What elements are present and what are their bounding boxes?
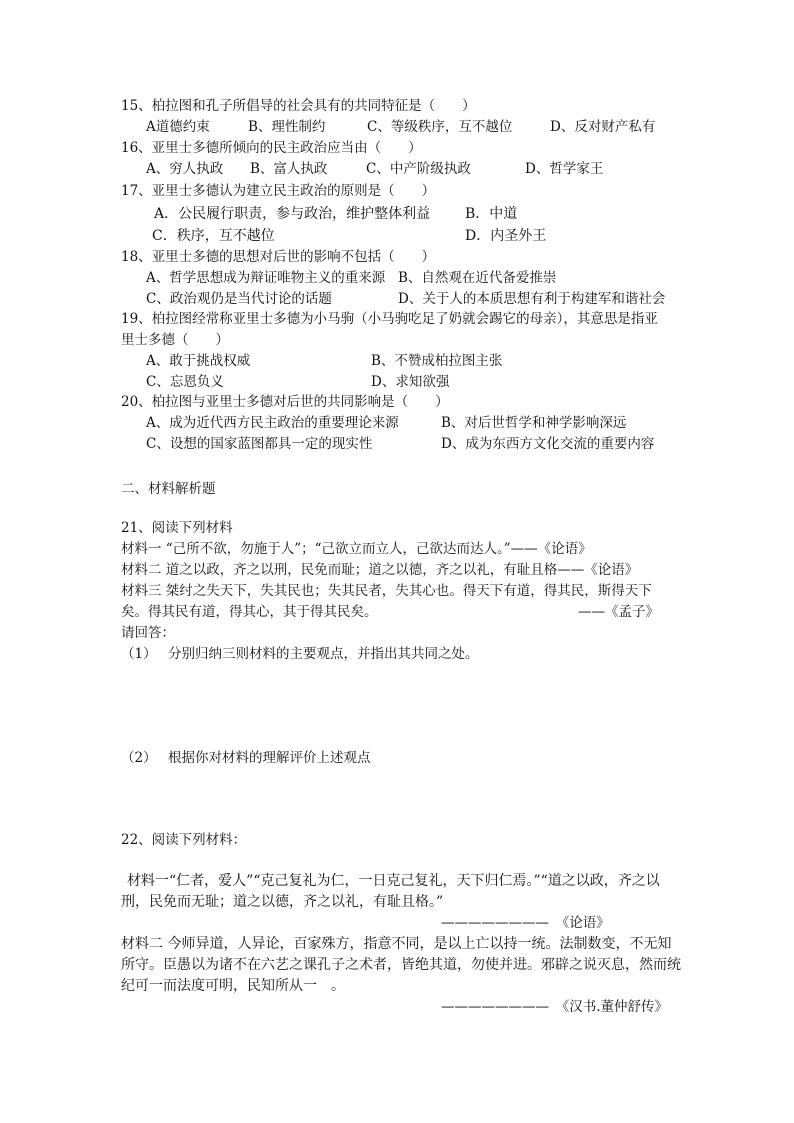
q22-material-1-source: ———————— 《论语》 [441,915,610,931]
q21-material-3-source: ——《孟子》 [578,604,659,620]
q19-option-d: D、求知欲强 [371,374,450,390]
question-16-stem: 16、亚里士多德所倾向的民主政治应当由（ ） [121,140,422,156]
section-2-title: 二、材料解析题 [121,481,216,497]
q22-material-2-source: ———————— 《汉书.董仲舒传》 [441,999,669,1015]
q20-option-a: A、成为近代西方民主政治的重要理论来源 [146,415,399,431]
q21-sub1-text: 分别归纳三则材料的主要观点，并指出其共同之处。 [168,646,479,662]
question-15-stem: 15、柏拉图和孔子所倡导的社会具有的共同特征是（ ） [121,98,476,114]
q19-option-a: A、敢于挑战权威 [146,353,251,369]
q18-option-b: B、自然观在近代备爱推崇 [398,270,557,286]
question-18-stem: 18、亚里士多德的思想对后世的影响不包括（ ） [121,249,436,265]
question-19-stem-line1: 19、柏拉图经常称亚里士多德为小马驹（小马驹吃足了奶就会踢它的母亲），其意思是指亚 [121,311,658,327]
q16-option-a: A、穷人执政 [146,161,224,177]
q18-option-d: D、关于人的本质思想有利于构建军和谐社会 [398,291,666,307]
q21-material-3-line1: 材料三 桀纣之失天下，失其民也；失其民者，失其心也。得天下有道，得其民，斯得天下 [121,583,652,599]
question-19-stem-line2: 里士多德（ ） [121,332,229,348]
q16-option-c: C、中产阶级执政 [366,161,471,177]
question-22-intro: 22、阅读下列材料： [121,832,247,848]
q17-option-d: D．内圣外王 [465,228,547,244]
q15-option-c: C、等级秩序，互不越位 [367,119,513,135]
q21-sub2-number: （2） [121,750,157,766]
q19-option-b: B、不赞成柏拉图主张 [371,353,503,369]
q20-option-d: D、成为东西方文化交流的重要内容 [441,436,655,452]
q18-option-a: A、哲学思想成为辩证唯物主义的重来源 [146,270,386,286]
q21-material-2: 材料二 道之以政，齐之以刑，民免而耻；道之以德，齐之以礼，有耻且格——《论语》 [121,562,639,578]
q16-option-d: D、哲学家王 [525,161,604,177]
q15-option-a: A道德约束 [146,119,210,135]
q17-option-b: B．中道 [465,206,518,222]
q21-material-1: 材料一 “己所不欲，勿施于人”；“己欲立而立人，己欲达而达人。”——《论语》 [121,541,592,557]
q22-material-2-line1: 材料二 今师异道，人异论，百家殊方，指意不同，是以上亡以持一统。法制数变，不无知 [121,936,672,952]
q22-material-2-line3: 纪可一而法度可明，民知所从一 。 [121,978,345,994]
q16-option-b: B、富人执政 [250,161,328,177]
q21-sub1-number: （1） [121,646,157,662]
q18-option-c: C、政治观仍是当代讨论的话题 [146,291,332,307]
q21-sub2-text: 根据你对材料的理解评价上述观点 [168,750,371,766]
q20-option-b: B、对后世哲学和神学影响深远 [441,415,627,431]
q15-option-b: B、理性制约 [248,119,326,135]
q17-option-a: A．公民履行职责，参与政治，维护整体利益 [154,206,431,222]
q15-option-d: D、反对财产私有 [550,119,656,135]
q20-option-c: C、设想的国家蓝图都具一定的现实性 [146,436,373,452]
q19-option-c: C、忘恩负义 [146,374,224,390]
q22-material-1-line2: 刑，民免而无耻；道之以德，齐之以礼，有耻且格。” [121,894,444,910]
q21-ask: 请回答： [121,625,175,641]
q22-material-1-line1: 材料一“仁者，爱人”“克己复礼为仁，一日克己复礼，天下归仁焉。”“道之以政，齐之以 [127,873,660,889]
question-17-stem: 17、亚里士多德认为建立民主政治的原则是（ ） [121,183,436,199]
q22-material-2-line2: 所守。臣愚以为诸不在六艺之课孔子之术者，皆绝其道，勿使并进。邪辟之说灭息，然而统 [121,957,681,973]
question-20-stem: 20、柏拉图与亚里士多德对后世的共同影响是（ ） [121,394,449,410]
question-21-intro: 21、阅读下列材料 [121,520,233,536]
q21-material-3-line2: 矣。得其民有道，得其心，其于得其民矣。 [121,604,378,620]
q17-option-c: C．秩序，互不越位 [152,228,275,244]
